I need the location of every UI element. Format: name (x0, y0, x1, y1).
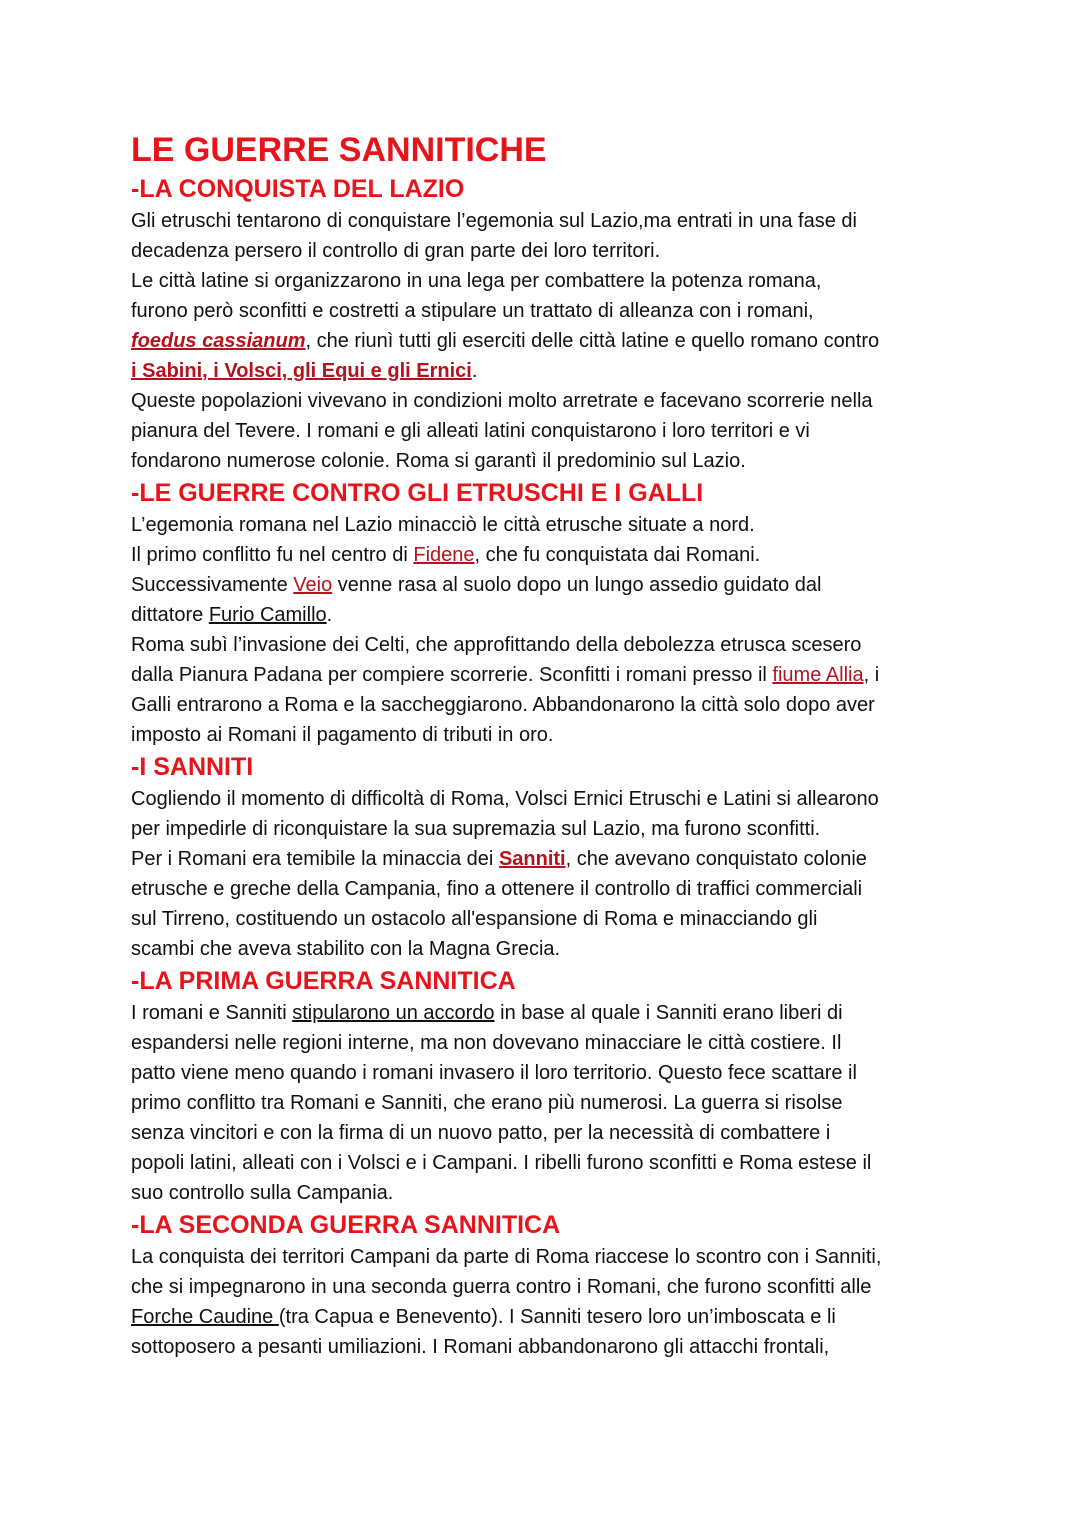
text-segment: Roma subì l’invasione dei Celti, che approfittando della debolezza etrusca scesero (131, 634, 862, 656)
text-segment: per impedirle di riconquistare la sua supremazia sul Lazio, ma furono sconfitti. (131, 818, 821, 840)
emphasized-term: Veio (293, 574, 333, 596)
emphasized-term: Fidene (413, 544, 475, 566)
text-segment: etrusche e greche della Campania, fino a ottenere il controllo di traffici commerciali (131, 878, 863, 900)
text-segment: . (326, 604, 333, 626)
text-line (131, 446, 881, 476)
text-line (131, 1178, 881, 1208)
emphasized-term: Furio Camillo (208, 604, 327, 626)
text-line (131, 236, 881, 266)
text-line (131, 874, 881, 904)
sections (131, 172, 881, 1362)
text-segment: suo controllo sulla Campania. (131, 1182, 394, 1204)
text-line (131, 416, 881, 446)
section (131, 1208, 881, 1362)
text-line (131, 206, 881, 236)
text-line (131, 570, 881, 600)
section (131, 476, 881, 750)
text-segment: dittatore (131, 604, 209, 626)
text-segment: dalla Pianura Padana per compiere scorrerie. Sconfitti i romani presso il (131, 664, 773, 686)
text-segment: senza vincitori e con la firma di un nuovo patto, per la necessità di combattere i (131, 1122, 831, 1144)
text-segment: espandersi nelle regioni interne, ma non dovevano minacciare le città costiere. Il (131, 1032, 842, 1054)
text-segment: che si impegnarono in una seconda guerra contro i Romani, che furono sconfitti alle (131, 1276, 872, 1298)
text-segment: Galli entrarono a Roma e la saccheggiarono. Abbandonarono la città solo dopo aver (131, 694, 875, 716)
section-heading: -LA SECONDA GUERRA SANNITICA (131, 1211, 561, 1239)
text-line (131, 1272, 881, 1302)
text-line (131, 784, 881, 814)
text-segment: sul Tirreno, costituendo un ostacolo all'espansione di Roma e minacciando gli (131, 908, 818, 930)
text-line (131, 904, 881, 934)
text-line (131, 540, 881, 570)
text-segment: I romani e Sanniti (131, 1002, 293, 1024)
text-segment: sottoposero a pesanti umiliazioni. I Romani abbandonarono gli attacchi frontali, (131, 1336, 830, 1358)
text-line (131, 814, 881, 844)
text-segment: fondarono numerose colonie. Roma si garantì il predominio sul Lazio. (131, 450, 746, 472)
document-page (131, 128, 881, 1362)
text-line (131, 660, 881, 690)
section-heading: -I SANNITI (131, 753, 254, 781)
text-segment: . (471, 360, 478, 382)
text-segment: Il primo conflitto fu nel centro di (131, 544, 414, 566)
emphasized-term: fiume Allia (772, 664, 864, 686)
text-segment: primo conflitto tra Romani e Sanniti, che erano più numerosi. La guerra si risolse (131, 1092, 843, 1114)
text-line (131, 1118, 881, 1148)
text-line (131, 1302, 881, 1332)
text-line (131, 510, 881, 540)
emphasized-term: stipularono un accordo (292, 1002, 495, 1024)
text-line (131, 844, 881, 874)
text-line (131, 1332, 881, 1362)
text-segment: Gli etruschi tentarono di conquistare l’egemonia sul Lazio,ma entrati in una fase di (131, 210, 857, 232)
text-line (131, 296, 881, 326)
text-line (131, 690, 881, 720)
text-line (131, 266, 881, 296)
text-line (131, 1148, 881, 1178)
text-segment: pianura del Tevere. I romani e gli alleati latini conquistarono i loro territori e vi (131, 420, 810, 442)
text-segment: Successivamente (131, 574, 294, 596)
text-segment: popoli latini, alleati con i Volsci e i Campani. I ribelli furono sconfitti e Roma estese il (131, 1152, 872, 1174)
text-line (131, 630, 881, 660)
text-segment: patto viene meno quando i romani invasero il loro territorio. Questo fece scattare il (131, 1062, 857, 1084)
emphasized-term: i Sabini, i Volsci, gli Equi e gli Ernici (131, 360, 472, 382)
section (131, 750, 881, 964)
section (131, 172, 881, 476)
text-line (131, 934, 881, 964)
text-line (131, 600, 881, 630)
text-segment: , i (863, 664, 880, 686)
text-segment: decadenza persero il controllo di gran parte dei loro territori. (131, 240, 661, 262)
text-line (131, 326, 881, 356)
section (131, 964, 881, 1208)
text-line (131, 998, 881, 1028)
text-segment: , che riunì tutti gli eserciti delle città latine e quello romano contro (305, 330, 880, 352)
text-segment: La conquista dei territori Campani da parte di Roma riaccese lo scontro con i Sanniti, (131, 1246, 882, 1268)
text-segment: scambi che aveva stabilito con la Magna Grecia. (131, 938, 561, 960)
text-segment: furono però sconfitti e costretti a stipulare un trattato di alleanza con i romani, (131, 300, 814, 322)
text-segment: venne rasa al suolo dopo un lungo assedio guidato dal (332, 574, 822, 596)
text-segment: Le città latine si organizzarono in una lega per combattere la potenza romana, (131, 270, 822, 292)
text-segment: imposto ai Romani il pagamento di tributi in oro. (131, 724, 554, 746)
text-segment: , che fu conquistata dai Romani. (474, 544, 761, 566)
document-title: LE GUERRE SANNITICHE (131, 131, 547, 169)
text-line (131, 1028, 881, 1058)
text-segment: Cogliendo il momento di difficoltà di Roma, Volsci Ernici Etruschi e Latini si allearono (131, 788, 879, 810)
text-line (131, 1058, 881, 1088)
text-segment: , che avevano conquistato colonie (565, 848, 867, 870)
text-segment: Per i Romani era temibile la minaccia dei (131, 848, 499, 870)
emphasized-term: Sanniti (498, 848, 566, 870)
text-line (131, 720, 881, 750)
text-segment: Queste popolazioni vivevano in condizioni molto arretrate e facevano scorrerie nella (131, 390, 873, 412)
section-heading: -LA PRIMA GUERRA SANNITICA (131, 967, 516, 995)
text-segment: L’egemonia romana nel Lazio minacciò le città etrusche situate a nord. (131, 514, 755, 536)
text-line (131, 356, 881, 386)
text-segment: (tra Capua e Benevento). I Sanniti tesero loro un’imboscata e li (278, 1306, 836, 1328)
section-heading: -LA CONQUISTA DEL LAZIO (131, 175, 465, 203)
text-line (131, 1088, 881, 1118)
emphasized-term: foedus cassianum (131, 330, 306, 352)
section-heading: -LE GUERRE CONTRO GLI ETRUSCHI E I GALLI (131, 479, 704, 507)
text-segment: in base al quale i Sanniti erano liberi di (494, 1002, 843, 1024)
text-line (131, 1242, 881, 1272)
text-line (131, 386, 881, 416)
emphasized-term: Forche Caudine (131, 1306, 279, 1328)
